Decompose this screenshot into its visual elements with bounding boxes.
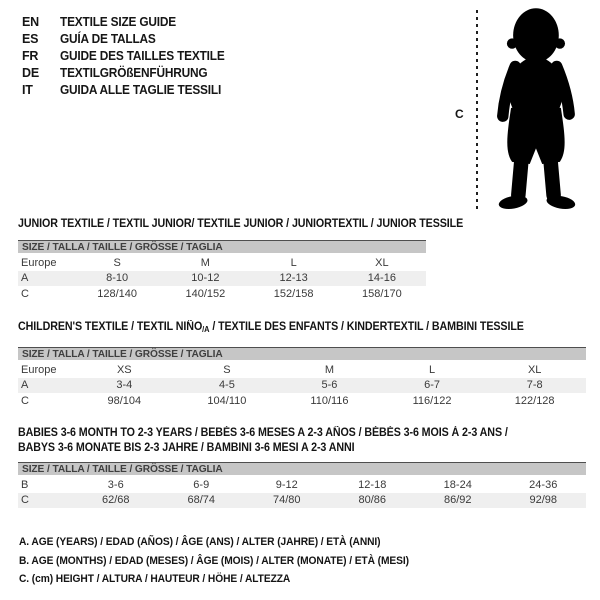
language-code: FR xyxy=(22,48,39,63)
table-cell: S xyxy=(223,363,231,376)
table-cell: 18-24 xyxy=(443,478,472,491)
table-cell: M xyxy=(200,256,210,269)
table-cell: 9-12 xyxy=(275,478,298,491)
row-label: C xyxy=(21,394,29,407)
table-cell: 4-5 xyxy=(218,379,235,392)
table-cell: 74/80 xyxy=(272,494,301,507)
table-row xyxy=(18,493,586,509)
table-row xyxy=(18,362,586,378)
language-code: ES xyxy=(22,31,39,46)
table-cell: 104/110 xyxy=(207,394,247,407)
table-cell: 12-18 xyxy=(358,478,387,491)
table-title xyxy=(18,217,497,232)
language-row xyxy=(22,81,233,98)
table-cell: 122/128 xyxy=(514,394,555,407)
baby-ear-right xyxy=(555,38,565,48)
table-cell: 3-6 xyxy=(107,478,124,491)
size-header-bar xyxy=(18,240,426,253)
title-segment: CHILDREN'S TEXTILE / TEXTIL NIÑO xyxy=(18,321,203,333)
baby-ear-left xyxy=(507,38,517,48)
height-dotted-line xyxy=(476,10,478,210)
language-code: DE xyxy=(22,65,39,80)
footnote-line: A. AGE (YEARS) / EDAD (AÑOS) / ÂGE (ANS) / ALTER (JAHRE) / ETÀ (ANNI) xyxy=(19,536,381,548)
language-title: TEXTILGRÖßENFÜHRUNG xyxy=(60,65,208,80)
title-subscript: /A xyxy=(202,325,210,334)
table-cell: 68/74 xyxy=(187,494,216,507)
language-title: GUIDA ALLE TAGLIE TESSILI xyxy=(60,82,222,97)
table-title-line xyxy=(18,426,508,441)
table-cell: L xyxy=(290,256,297,269)
table-cell: L xyxy=(429,363,436,376)
table-row xyxy=(18,477,586,493)
baby-head xyxy=(513,8,559,62)
table-title xyxy=(18,320,562,335)
table-title xyxy=(18,426,545,456)
table-cell: 3-4 xyxy=(116,379,133,392)
table-title-line xyxy=(18,217,463,232)
table-cell: 10-12 xyxy=(191,272,220,285)
table-cell: 8-10 xyxy=(106,272,129,285)
table-title-line xyxy=(18,320,524,335)
title-segment: JUNIOR TEXTILE / TEXTIL JUNIOR/ TEXTILE JUNIOR / JUNIORTEXTIL / JUNIOR TESSILE xyxy=(18,218,464,230)
size-header-bar xyxy=(18,347,586,360)
table-cell: 152/158 xyxy=(273,287,314,300)
size-header-bar xyxy=(18,462,586,475)
table-rows xyxy=(18,362,586,409)
language-row xyxy=(22,13,233,30)
footnote-line: C. (cm) HEIGHT / ALTURA / HAUTEUR / HÖHE / ALTEZZA xyxy=(19,573,291,585)
table-cell: XL xyxy=(375,256,389,269)
table-cell: 6-7 xyxy=(424,379,441,392)
table-row xyxy=(18,286,426,302)
row-label: A xyxy=(21,379,29,392)
table-cell: 7-8 xyxy=(526,379,543,392)
row-label: Europe xyxy=(21,363,57,376)
language-row xyxy=(22,47,233,64)
baby-silhouette-icon xyxy=(482,6,592,214)
table-cell: 92/98 xyxy=(529,494,558,507)
language-list xyxy=(22,13,233,98)
table-row xyxy=(18,255,426,271)
baby-leg-left xyxy=(518,160,521,195)
table-cell: 158/170 xyxy=(361,287,402,300)
table-cell: 140/152 xyxy=(185,287,226,300)
size-header-label: SIZE / TALLA / TAILLE / GRÖSSE / TAGLIA xyxy=(22,241,223,253)
figure-area xyxy=(450,6,598,218)
table-cell: M xyxy=(324,363,335,376)
table-cell: 116/122 xyxy=(412,394,452,407)
table-cell: 80/86 xyxy=(358,494,387,507)
row-label: Europe xyxy=(21,256,57,269)
table-cell: XS xyxy=(116,363,132,376)
row-label: C xyxy=(21,287,29,300)
height-measure-label: C xyxy=(455,107,464,121)
table-rows xyxy=(18,477,586,508)
table-cell: 12-13 xyxy=(279,272,308,285)
language-title: GUIDE DES TAILLES TEXTILE xyxy=(60,48,225,63)
baby-leg-right xyxy=(550,160,553,195)
language-code: IT xyxy=(22,82,33,97)
size-header-label: SIZE / TALLA / TAILLE / GRÖSSE / TAGLIA xyxy=(22,348,223,360)
title-segment: BABIES 3-6 MONTH TO 2-3 YEARS / BEBÉS 3-6 MESES A 2-3 AÑOS / BÉBÉS 3-6 MOIS À 2-3 ANS / xyxy=(18,427,508,439)
language-row xyxy=(22,30,233,47)
language-title: GUÍA DE TALLAS xyxy=(60,31,156,46)
title-segment: / TEXTILE DES ENFANTS / KINDERTEXTIL / BAMBINI TESSILE xyxy=(209,321,524,333)
footnote-line: B. AGE (MONTHS) / EDAD (MESES) / ÂGE (MOIS) / ALTER (MONATE) / ETÀ (MESI) xyxy=(19,554,409,567)
language-title: TEXTILE SIZE GUIDE xyxy=(60,14,177,29)
table-cell: XL xyxy=(527,363,542,376)
footnotes xyxy=(19,533,438,589)
table-row xyxy=(18,393,586,409)
row-label: C xyxy=(21,494,29,507)
table-row xyxy=(18,378,586,394)
table-rows xyxy=(18,255,426,302)
babies-textile-table xyxy=(18,426,586,510)
language-code: EN xyxy=(22,14,39,29)
table-cell: S xyxy=(113,256,121,269)
childrens-textile-table xyxy=(18,320,586,410)
language-row xyxy=(22,64,233,81)
row-label: B xyxy=(21,478,29,491)
table-cell: 14-16 xyxy=(367,272,396,285)
table-cell: 98/104 xyxy=(107,394,142,407)
row-label: A xyxy=(21,272,29,285)
table-cell: 128/140 xyxy=(97,287,137,300)
table-cell: 5-6 xyxy=(321,379,338,392)
title-segment: BABYS 3-6 MONATE BIS 2-3 JAHRE / BAMBINI 3-6 MESI A 2-3 ANNI xyxy=(18,442,355,454)
table-cell: 62/68 xyxy=(101,494,130,507)
table-cell: 86/92 xyxy=(443,494,472,507)
size-header-label: SIZE / TALLA / TAILLE / GRÖSSE / TAGLIA xyxy=(22,463,223,475)
table-cell: 24-36 xyxy=(529,478,558,491)
junior-textile-table xyxy=(18,217,464,303)
table-cell: 110/116 xyxy=(310,394,349,407)
table-row xyxy=(18,271,426,287)
table-title-line xyxy=(18,441,508,456)
table-cell: 6-9 xyxy=(193,478,210,491)
